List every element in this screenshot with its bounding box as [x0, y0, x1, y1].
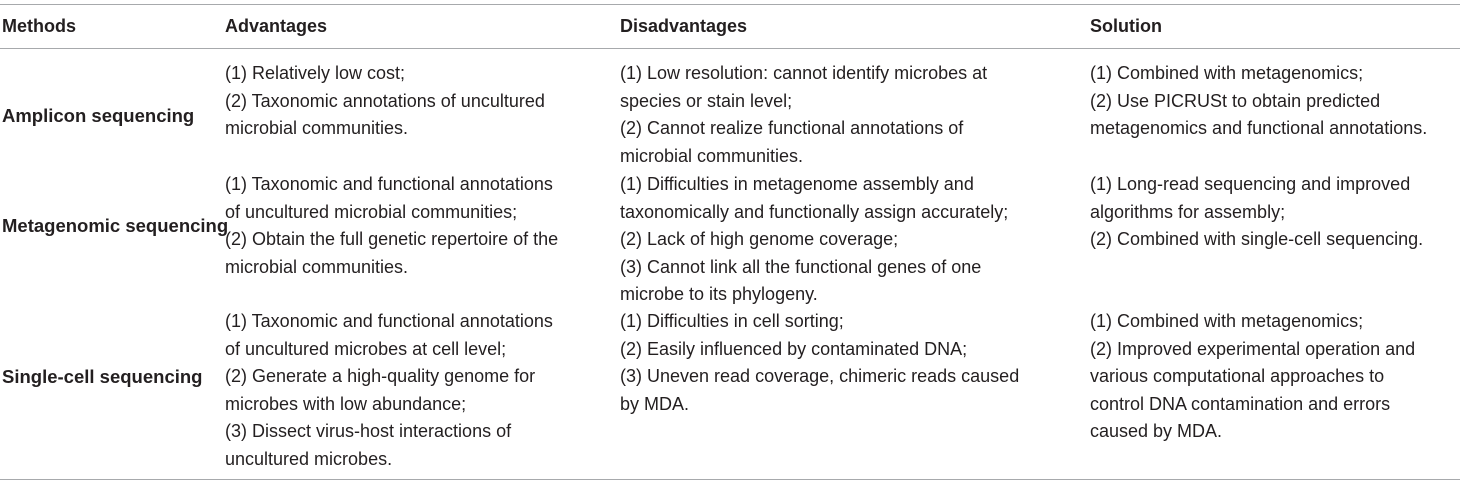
cell-line: (2) Taxonomic annotations of uncultured — [225, 90, 545, 111]
cell-line: (2) Lack of high genome coverage; — [620, 229, 899, 249]
cell-line: (2) Cannot realize functional annotations of — [620, 118, 964, 138]
cell-line: control DNA contamination and errors — [1090, 393, 1391, 414]
cell-line: taxonomically and functionally assign accurately; — [620, 201, 1009, 222]
cell-line: species or stain level; — [620, 90, 793, 111]
cell-line: (2) Easily influenced by contaminated DNA; — [620, 338, 968, 359]
advantages-cell — [225, 60, 610, 143]
solution-cell — [1090, 308, 1460, 446]
method-cell — [2, 363, 202, 391]
cell-line: microbial communities. — [225, 256, 409, 277]
cell-line: (1) Difficulties in metagenome assembly and — [620, 174, 974, 194]
cell-line: by MDA. — [620, 393, 690, 414]
cell-line: (1) Difficulties in cell sorting; — [620, 311, 844, 331]
cell-line: (3) Dissect virus-host interactions of — [225, 421, 512, 441]
method-line: Amplicon sequencing — [2, 105, 195, 126]
cell-line: (3) Cannot link all the functional genes of one — [620, 256, 982, 277]
cell-line: (2) Generate a high-quality genome for — [225, 366, 536, 386]
cell-line: microbial communities. — [225, 118, 409, 138]
cell-line: various computational approaches to — [1090, 366, 1385, 386]
cell-line: (1) Long-read sequencing and improved — [1090, 174, 1411, 194]
cell-line: of uncultured microbial communities; — [225, 201, 518, 222]
cell-line: (2) Use PICRUSt to obtain predicted — [1090, 90, 1381, 111]
cell-line: metagenomics and functional annotations. — [1090, 118, 1428, 138]
header-methods: Methods — [2, 16, 76, 36]
advantages-cell — [225, 171, 610, 281]
cell-line: caused by MDA. — [1090, 421, 1223, 441]
cell-line: (3) Uneven read coverage, chimeric reads caused — [620, 366, 1020, 386]
cell-line: of uncultured microbes at cell level; — [225, 338, 507, 359]
method-cell — [2, 102, 194, 130]
header-rule — [0, 48, 1460, 49]
cell-line: uncultured microbes. — [225, 448, 393, 469]
cell-line: (1) Taxonomic and functional annotations — [225, 174, 553, 194]
cell-line: (1) Low resolution: cannot identify microbes at — [620, 63, 988, 83]
cell-line: (2) Combined with single-cell sequencing. — [1090, 229, 1424, 249]
disadvantages-cell — [620, 308, 1080, 418]
cell-line: (1) Relatively low cost; — [225, 63, 406, 83]
disadvantages-cell — [620, 171, 1080, 309]
header-disadvantages: Disadvantages — [620, 16, 748, 36]
cell-line: microbe to its phylogeny. — [620, 284, 818, 304]
header-solution: Solution — [1090, 16, 1162, 36]
cell-line: (2) Improved experimental operation and — [1090, 338, 1416, 359]
solution-cell — [1090, 171, 1460, 254]
method-cell — [2, 212, 228, 240]
cell-line: microbes with low abundance; — [225, 393, 467, 414]
solution-cell — [1090, 60, 1460, 143]
method-line: Single-cell — [2, 366, 95, 387]
cell-line: (1) Taxonomic and functional annotations — [225, 311, 553, 331]
cell-line: (1) Combined with metagenomics; — [1090, 63, 1364, 83]
advantages-cell — [225, 308, 610, 473]
top-rule — [0, 4, 1460, 5]
cell-line: (1) Combined with metagenomics; — [1090, 311, 1364, 331]
bottom-rule — [0, 479, 1460, 480]
cell-line: algorithms for assembly; — [1090, 201, 1286, 222]
method-line: sequencing — [99, 366, 203, 387]
header-advantages: Advantages — [225, 16, 328, 36]
method-line: Metagenomic — [2, 215, 121, 236]
disadvantages-cell — [620, 60, 1080, 170]
cell-line: (2) Obtain the full genetic repertoire of the — [225, 229, 559, 249]
cell-line: microbial communities. — [620, 145, 804, 166]
method-line: sequencing — [125, 215, 229, 236]
